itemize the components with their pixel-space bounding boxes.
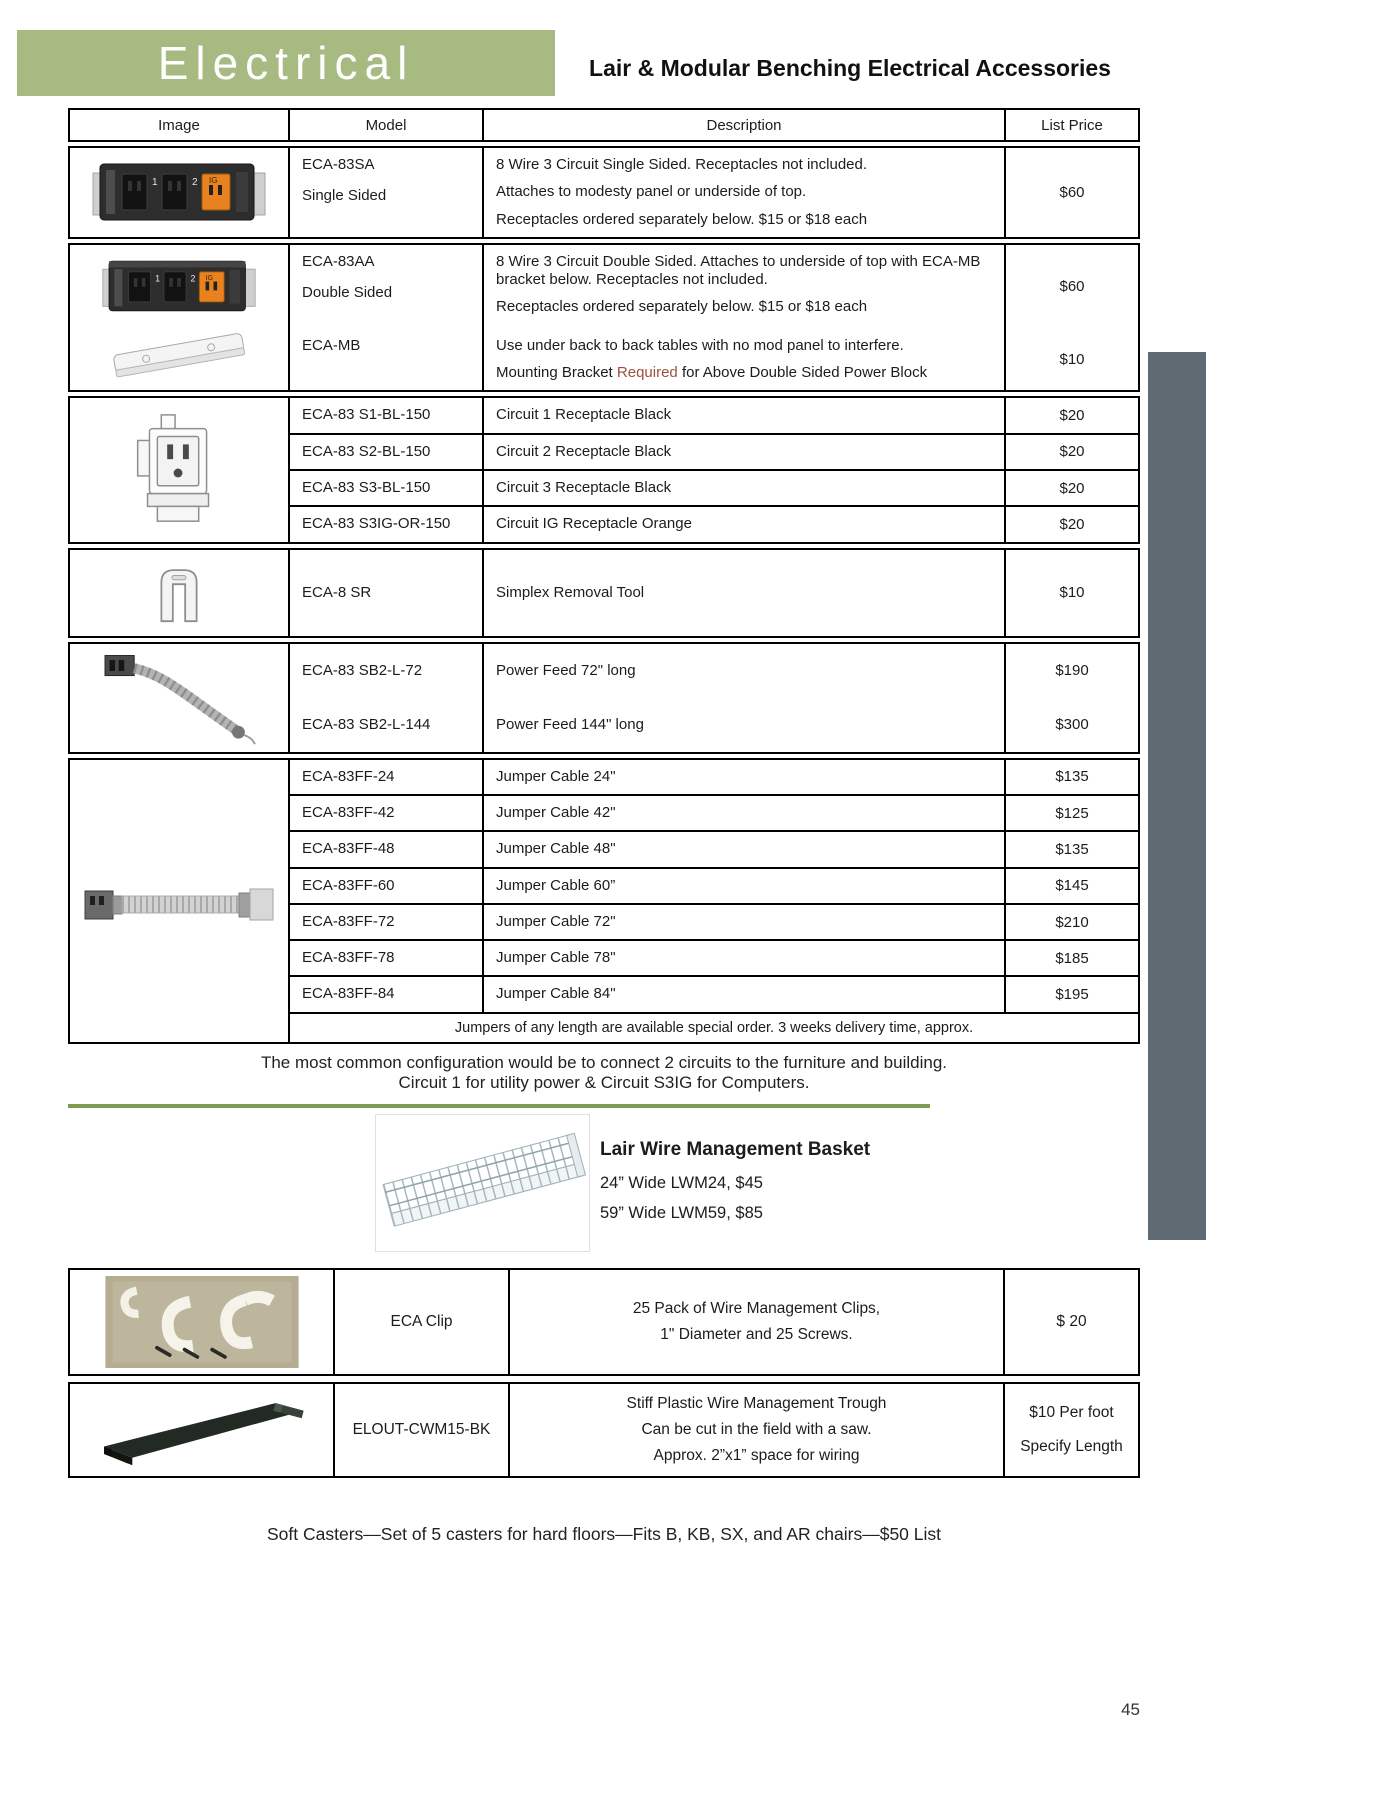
product-group-power-feeds [68, 642, 1140, 754]
jumper-cable-image [81, 865, 277, 937]
description-line: Jumper Cable 78" [496, 949, 616, 967]
wire-trough-image [84, 1390, 319, 1470]
page-subtitle: Lair & Modular Benching Electrical Accessories [589, 55, 1111, 81]
soft-casters-note: Soft Casters—Set of 5 casters for hard floors—Fits B, KB, SX, and AR chairs—$50 List [266, 1524, 942, 1545]
list-price: $60 [1059, 278, 1085, 296]
outlet-2-label: 2 [192, 177, 198, 189]
model-code: ECA-83FF-72 [302, 912, 395, 930]
power-block-double-image [94, 255, 264, 317]
model-variant: Double Sided [302, 284, 393, 302]
model-code: ECA-MB [302, 336, 361, 354]
description-line: 25 Pack of Wire Management Clips, [632, 1299, 881, 1317]
description-line: Circuit IG Receptacle Orange [496, 515, 692, 533]
description-line: Jumper Cable 84" [496, 985, 616, 1003]
product-image-cell [70, 760, 290, 1042]
wire-basket-title: Lair Wire Management Basket [600, 1139, 871, 1161]
description-line: Power Feed 72" long [496, 661, 636, 679]
ig-label: IG [205, 273, 214, 282]
jumper-special-order-note: Jumpers of any length are available special order. 3 weeks delivery time, approx. [290, 1012, 1138, 1042]
section-banner [17, 30, 555, 96]
receptacle-module-image [127, 407, 232, 533]
header-model: Model [290, 110, 484, 140]
content-column [68, 108, 1140, 1546]
wire-basket-option-59: 59” Wide LWM59, $85 [600, 1203, 763, 1222]
list-price: $10 [1059, 351, 1085, 369]
list-price: $135 [1055, 768, 1089, 786]
list-price: $125 [1055, 804, 1089, 822]
description-line: Circuit 3 Receptacle Black [496, 479, 672, 497]
list-price: $190 [1055, 662, 1089, 680]
product-group-receptacles [68, 396, 1140, 543]
required-highlight: Required [616, 364, 678, 382]
description-line: Circuit 2 Receptacle Black [496, 442, 672, 460]
product-image-cell [70, 1270, 335, 1374]
description-line: Power Feed 144" long [496, 715, 644, 733]
configuration-note [68, 1053, 1140, 1094]
mounting-bracket-image [104, 329, 254, 381]
wire-basket-section [68, 1112, 1140, 1260]
product-group-jumper-cables [68, 758, 1140, 1044]
description-line: Jumper Cable 42" [496, 803, 616, 821]
list-price: $10 [1059, 584, 1085, 602]
description-line: Jumper Cable 48" [496, 840, 616, 858]
configuration-note-line2: Circuit 1 for utility power & Circuit S3IG for Computers. [398, 1073, 810, 1093]
model-code: ECA-83FF-24 [302, 767, 395, 785]
header-description: Description [484, 110, 1006, 140]
model-code: ECA-83SA [302, 156, 375, 173]
description-line: Can be cut in the field with a saw. [641, 1420, 872, 1438]
model-variant: Single Sided [302, 187, 387, 205]
list-price: $60 [1059, 183, 1085, 201]
model-code: ECA-83 S3-BL-150 [302, 479, 431, 497]
specify-length-note: Specify Length [1020, 1438, 1123, 1456]
description-line: 8 Wire 3 Circuit Double Sided. Attaches to underside of top with ECA-MB bracket below. Receptacles not included. [496, 252, 981, 289]
product-group-double-sided-block [68, 243, 1140, 393]
header-image: Image [70, 110, 290, 140]
description-line: Circuit 1 Receptacle Black [496, 406, 672, 424]
list-price: $135 [1055, 840, 1089, 858]
wire-management-table [68, 1268, 1140, 1478]
product-image-cell [70, 245, 290, 391]
description-text: Mounting Bracket [496, 364, 617, 382]
model-code: ECA-83FF-42 [302, 803, 395, 821]
green-divider [68, 1104, 930, 1108]
list-price: $300 [1055, 716, 1089, 734]
model-code: ECA-8 SR [302, 583, 372, 601]
wire-basket-option-24: 24” Wide LWM24, $45 [600, 1174, 763, 1193]
list-price: $20 [1059, 516, 1085, 534]
product-image-cell [70, 644, 290, 752]
model-code: ECA-83FF-60 [302, 876, 395, 894]
list-price: $210 [1055, 913, 1089, 931]
description-line: Approx. 2”x1” space for wiring [653, 1446, 860, 1464]
wire-basket-image [376, 1115, 589, 1251]
description-line: Jumper Cable 60” [496, 876, 616, 894]
header-list-price: List Price [1041, 116, 1103, 134]
eca-clip-row [68, 1268, 1140, 1376]
list-price: $ 20 [1056, 1313, 1087, 1331]
electrical-accessories-table [68, 108, 1140, 1044]
list-price: $20 [1059, 407, 1085, 425]
wire-clips-image [97, 1276, 307, 1368]
model-code: ECA-83 S1-BL-150 [302, 406, 431, 424]
description-line [496, 364, 992, 382]
description-line: Use under back to back tables with no mod panel to interfere. [496, 336, 904, 354]
simplex-removal-tool-image [139, 556, 219, 630]
product-image-cell [70, 398, 290, 541]
model-code: ECA-83AA [302, 252, 375, 270]
wire-trough-row [68, 1382, 1140, 1478]
description-line: Receptacles ordered separately below. $15 or $18 each [496, 210, 868, 228]
model-code: ECA-83 S2-BL-150 [302, 442, 431, 460]
model-code: ECA-83FF-84 [302, 985, 395, 1003]
product-group-simplex-tool [68, 548, 1140, 638]
list-price: $20 [1059, 479, 1085, 497]
description-line: Receptacles ordered separately below. $15 or $18 each [496, 298, 868, 316]
list-price: $145 [1055, 877, 1089, 895]
list-price: $185 [1055, 949, 1089, 967]
page-number: 45 [1121, 1700, 1140, 1719]
description-text: for Above Double Sided Power Block [677, 364, 928, 382]
product-group-single-sided-block [68, 146, 1140, 239]
ig-label: IG [209, 176, 218, 186]
description-line: Jumper Cable 24" [496, 767, 616, 785]
price-per-foot: $10 Per foot [1029, 1404, 1114, 1422]
model-code: ECA Clip [390, 1312, 453, 1330]
product-image-cell [70, 550, 290, 636]
outlet-1-label: 1 [152, 177, 158, 189]
outlet-2-label: 2 [190, 273, 196, 284]
wire-basket-image-box [375, 1114, 590, 1252]
model-code: ECA-83 SB2-L-72 [302, 661, 423, 679]
description-line: 8 Wire 3 Circuit Single Sided. Receptacles not included. [496, 156, 868, 173]
product-image-cell [70, 148, 290, 237]
description-line: 1" Diameter and 25 Screws. [660, 1325, 853, 1343]
description-line: Simplex Removal Tool [496, 583, 645, 601]
wire-basket-text [600, 1138, 870, 1231]
description-line: Attaches to modesty panel or underside of top. [496, 183, 807, 201]
model-code: ELOUT-CWM15-BK [352, 1420, 491, 1438]
table-header-row [68, 108, 1140, 142]
page-edge-tab [1148, 352, 1206, 1240]
model-code: ECA-83 SB2-L-144 [302, 715, 431, 733]
configuration-note-line1: The most common configuration would be to connect 2 circuits to the furniture and building. [260, 1052, 948, 1072]
description-line: Jumper Cable 72" [496, 912, 616, 930]
model-code: ECA-83 S3IG-OR-150 [302, 515, 451, 533]
model-code: ECA-83FF-78 [302, 949, 395, 967]
power-block-single-image [90, 157, 268, 227]
description-line: Stiff Plastic Wire Management Trough [626, 1394, 887, 1412]
model-code: ECA-83FF-48 [302, 840, 395, 858]
list-price: $20 [1059, 443, 1085, 461]
product-image-cell [70, 1384, 335, 1476]
section-title: Electrical [157, 37, 415, 89]
outlet-1-label: 1 [155, 273, 161, 284]
power-feed-cable-image [92, 650, 267, 746]
list-price: $195 [1055, 986, 1089, 1004]
